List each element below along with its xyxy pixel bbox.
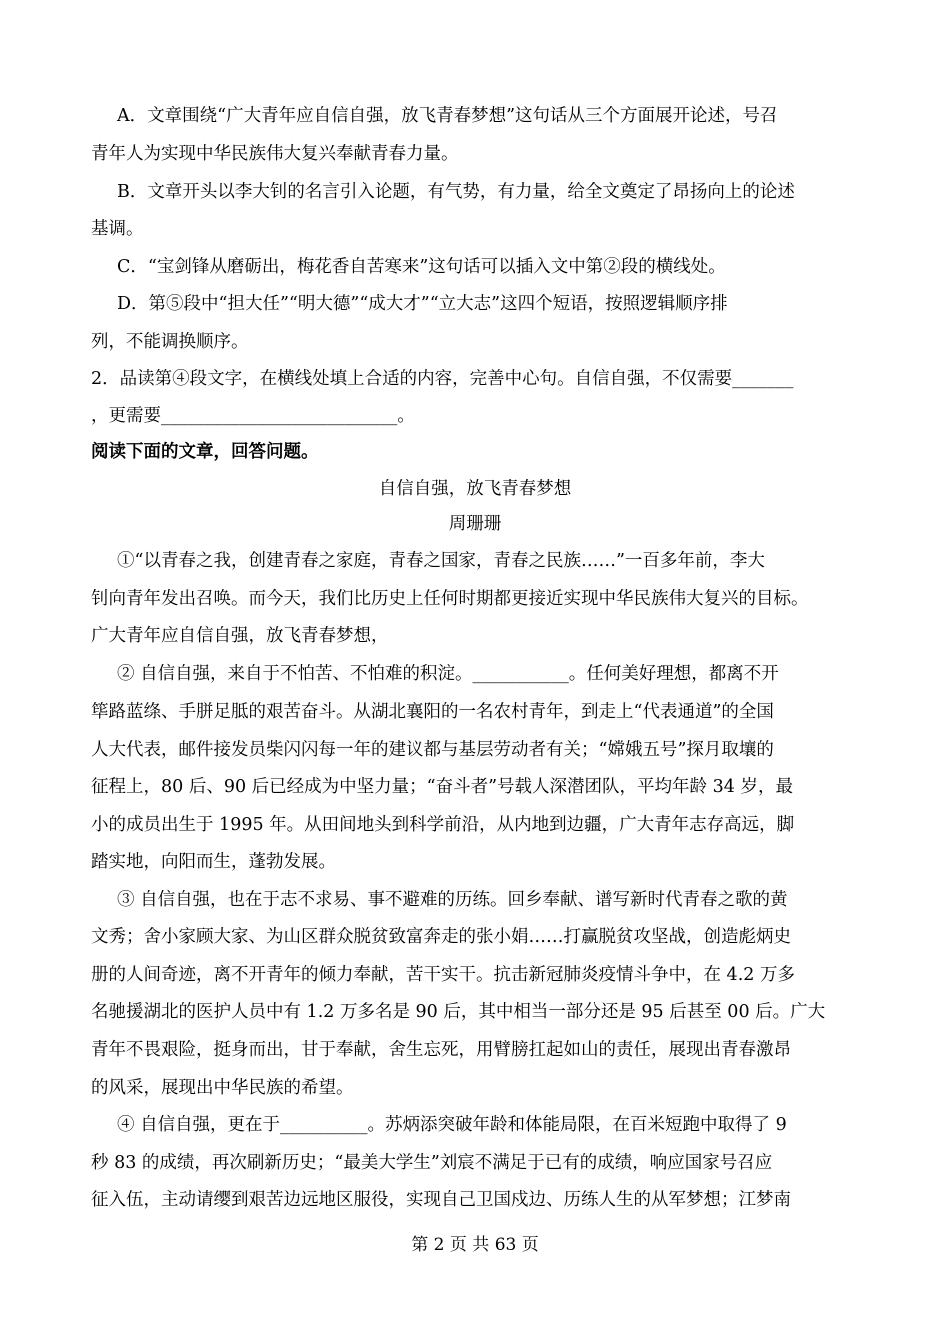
paragraph-3-line-4: 名驰援湖北的医护人员中有 1.2 万多名是 90 后，其中相当一部分还是 95 后甚至 00 后。广大 xyxy=(91,1002,826,1022)
question-2-line-2: ，更需要___________________________。 xyxy=(91,406,415,426)
paragraph-2-line-1: ② 自信自强，来自于不怕苦、不怕难的积淀。___________。任何美好理想，都离不开 xyxy=(117,664,779,684)
paragraph-4-line-1: ④ 自信自强，更在于__________。苏炳添突破年龄和体能局限，在百米短跑中取得了 9 xyxy=(117,1115,787,1135)
question-2-line-1: 2．品读第④段文字，在横线处填上合适的内容，完善中心句。自信自强，不仅需要_______ xyxy=(91,369,794,389)
paragraph-4-line-3: 征入伍，主动请缨到艰苦边远地区服役，实现自己卫国戍边、历练人生的从军梦想；江梦南 xyxy=(91,1190,791,1210)
option-a-line-2: 青年人为实现中华民族伟大复兴奉献青春力量。 xyxy=(91,144,459,164)
paragraph-1-line-1: ①“以青春之我，创建青春之家庭，青春之国家，青春之民族……”一百多年前，李大 xyxy=(117,551,765,571)
paragraph-3-line-2: 文秀；舍小家顾大家、为山区群众脱贫致富奔走的张小娟……打赢脱贫攻坚战，创造彪炳史 xyxy=(91,927,791,947)
paragraph-2-line-4: 征程上，80 后、90 后已经成为中坚力量；“奋斗者”号载人深潜团队，平均年龄 34 岁，最 xyxy=(91,777,793,797)
option-b-line-1: B．文章开头以李大钊的名言引入论题，有气势，有力量，给全文奠定了昂扬向上的论述 xyxy=(117,182,795,202)
paragraph-2-line-3: 人大代表，邮件接发员柴闪闪每一年的建议都与基层劳动者有关；“嫦娥五号”探月取壤的 xyxy=(91,740,774,760)
paragraph-3-line-1: ③ 自信自强，也在于志不求易、事不避难的历练。回乡奉献、谱写新时代青春之歌的黄 xyxy=(117,890,788,910)
paragraph-3-line-5: 青年不畏艰险，挺身而出，甘于奉献，舍生忘死，用臂膀扛起如山的责任，展现出青春激昂 xyxy=(91,1040,791,1060)
option-c-line-1: C．“宝剑锋从磨砺出，梅花香自苦寒来”这句话可以插入文中第②段的横线处。 xyxy=(117,257,726,277)
option-b-line-2: 基调。 xyxy=(91,219,144,239)
paragraph-3-line-3: 册的人间奇迹，离不开青年的倾力奉献，苦干实干。抗击新冠肺炎疫情斗争中，在 4.2 万多 xyxy=(91,965,795,985)
option-d-line-2: 列，不能调换顺序。 xyxy=(91,332,249,352)
paragraph-2-line-5: 小的成员出生于 1995 年。从田间地头到科学前沿，从内地到边疆，广大青年志存高远，脚 xyxy=(91,815,795,835)
page-footer: 第 2 页 共 63 页 xyxy=(411,1235,539,1255)
article-title: 自信自强，放飞青春梦想 xyxy=(378,479,572,499)
paragraph-1-line-2: 钊向青年发出召唤。而今天，我们比历史上任何时期都更接近实现中华民族伟大复兴的目标。 xyxy=(91,589,809,609)
option-d-line-1: D．第⑤段中“担大任”“明大德”“成大才”“立大志”这四个短语，按照逻辑顺序排 xyxy=(117,294,728,314)
article-author: 周珊珊 xyxy=(448,514,502,534)
reading-instruction: 阅读下面的文章，回答问题。 xyxy=(91,442,319,462)
option-a-line-1: A．文章围绕“广大青年应自信自强，放飞青春梦想”这句话从三个方面展开论述，号召 xyxy=(117,106,778,126)
paragraph-4-line-2: 秒 83 的成绩，再次刷新历史；“最美大学生”刘宸不满足于已有的成绩，响应国家号召应 xyxy=(91,1153,773,1173)
paragraph-2-line-2: 筚路蓝绦、手胼足胝的艰苦奋斗。从湖北襄阳的一名农村青年，到走上“代表通道”的全国 xyxy=(91,702,774,722)
paragraph-3-line-6: 的风采，展现出中华民族的希望。 xyxy=(91,1078,354,1098)
paragraph-1-line-3: 广大青年应自信自强，放飞青春梦想， xyxy=(91,626,389,646)
paragraph-2-line-6: 踏实地，向阳而生，蓬勃发展。 xyxy=(91,852,336,872)
